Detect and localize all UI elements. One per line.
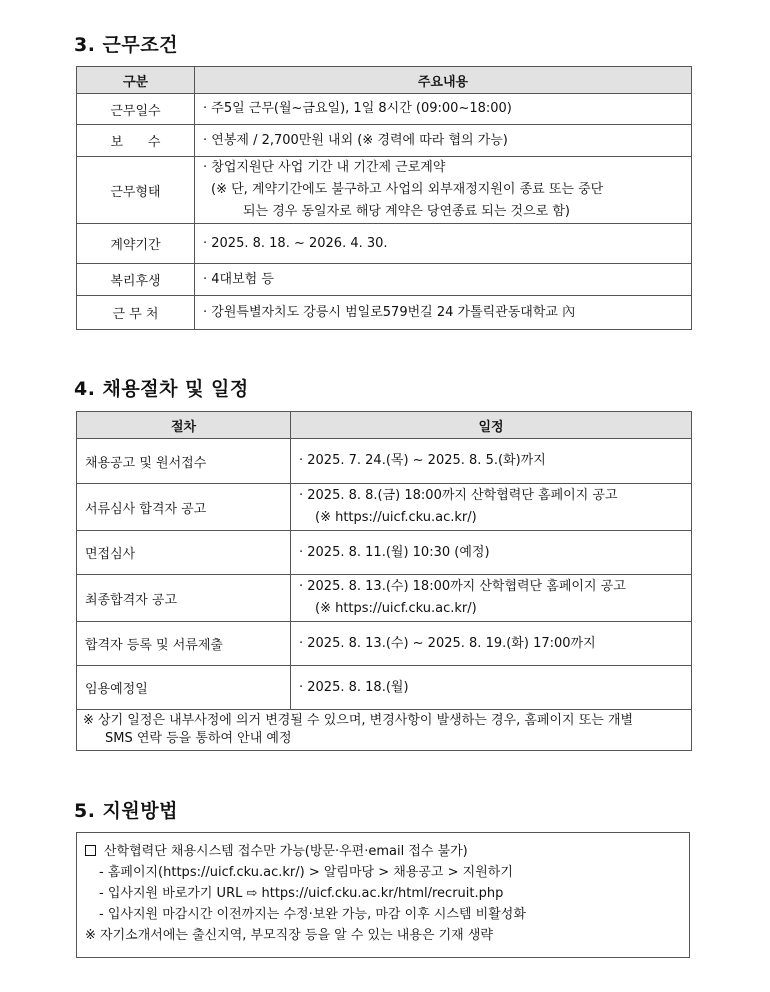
row-label: 근 무 처 [77, 296, 195, 330]
row-label: 근무일수 [77, 94, 195, 125]
work-conditions-table [76, 66, 692, 330]
row-value: · 2025. 8. 13.(수) ~ 2025. 8. 19.(화) 17:00까지 [291, 622, 692, 666]
recruitment-schedule-table [76, 411, 692, 751]
method-note: ※ 자기소개서에는 출신지역, 부모직장 등을 알 수 있는 내용은 기재 생략 [85, 928, 493, 943]
table-row [77, 575, 692, 622]
column-header: 절차 [77, 412, 291, 439]
section4-title: 4. 채용절차 및 일정 [74, 378, 249, 400]
row-value: · 2025. 7. 24.(목) ~ 2025. 8. 5.(화)까지 [291, 439, 692, 484]
checkbox-icon [85, 845, 96, 856]
table-row [77, 666, 692, 710]
value-line: · 2025. 8. 8.(금) 18:00까지 산학협력단 홈페이지 공고 [299, 488, 618, 503]
row-label: 면접심사 [77, 531, 291, 575]
table-row [77, 224, 692, 264]
row-value: · 2025. 8. 18. ~ 2026. 4. 30. [195, 224, 692, 264]
table-row [77, 484, 692, 531]
method-line: - 입사지원 마감시간 이전까지는 수정·보완 가능, 마감 이후 시스템 비활성화 [99, 907, 526, 922]
value-line: · 창업지원단 사업 기간 내 기간제 근로계약 [203, 160, 446, 175]
row-value: · 2025. 8. 11.(월) 10:30 (예정) [291, 531, 692, 575]
method-line: - 홈페이지(https://uicf.cku.ac.kr/) > 알림마당 > 채용공고 > 지원하기 [99, 865, 513, 880]
value-line: · 2025. 8. 13.(수) 18:00까지 산학협력단 홈페이지 공고 [299, 579, 626, 594]
row-value: · 강원특별자치도 강릉시 범일로579번길 24 가톨릭관동대학교 內 [195, 296, 692, 330]
table-row [77, 296, 692, 330]
column-header: 구분 [77, 67, 195, 94]
value-line: (※ 단, 계약기간에도 불구하고 사업의 외부재정지원이 종료 또는 중단 [211, 182, 604, 197]
row-label: 복리후생 [77, 264, 195, 296]
column-header: 일정 [291, 412, 692, 439]
application-method-box [76, 832, 690, 958]
row-value [291, 575, 692, 622]
method-text: 산학협력단 채용시스템 접수만 가능(방문·우편·email 접수 불가) [104, 844, 468, 859]
row-value [195, 157, 692, 224]
value-line: (※ https://uicf.cku.ac.kr/) [315, 601, 477, 616]
table-header-row [77, 412, 692, 439]
note-line: SMS 연락 등을 통하여 안내 예정 [105, 731, 292, 746]
note-line: ※ 상기 일정은 내부사정에 의거 변경될 수 있으며, 변경사항이 발생하는 경우, 홈페이지 또는 개별 [83, 713, 634, 728]
row-value: · 4대보험 등 [195, 264, 692, 296]
row-label: 계약기간 [77, 224, 195, 264]
value-line: (※ https://uicf.cku.ac.kr/) [315, 510, 477, 525]
table-row [77, 94, 692, 125]
table-header-row [77, 67, 692, 94]
row-label: 합격자 등록 및 서류제출 [77, 622, 291, 666]
method-line: - 입사지원 바로가기 URL ⇨ https://uicf.cku.ac.kr/html/recruit.php [99, 886, 504, 901]
method-line [85, 841, 681, 862]
row-label: 근무형태 [77, 157, 195, 224]
row-label: 보 수 [77, 125, 195, 157]
column-header: 주요내용 [195, 67, 692, 94]
row-value: · 2025. 8. 18.(월) [291, 666, 692, 710]
row-label: 최종합격자 공고 [77, 575, 291, 622]
row-label: 서류심사 합격자 공고 [77, 484, 291, 531]
section3-title: 3. 근무조건 [74, 34, 178, 56]
row-label: 채용공고 및 원서접수 [77, 439, 291, 484]
value-line: 되는 경우 동일자로 해당 계약은 당연종료 되는 것으로 함) [243, 204, 570, 219]
table-row [77, 531, 692, 575]
row-value: · 주5일 근무(월~금요일), 1일 8시간 (09:00~18:00) [195, 94, 692, 125]
section5-title: 5. 지원방법 [74, 800, 178, 822]
row-value: · 연봉제 / 2,700만원 내외 (※ 경력에 따라 협의 가능) [195, 125, 692, 157]
row-value [291, 484, 692, 531]
table-row [77, 157, 692, 224]
table-row [77, 439, 692, 484]
table-note-row [77, 710, 692, 751]
table-row [77, 125, 692, 157]
table-row [77, 622, 692, 666]
schedule-note [77, 710, 692, 751]
row-label: 임용예정일 [77, 666, 291, 710]
table-row [77, 264, 692, 296]
